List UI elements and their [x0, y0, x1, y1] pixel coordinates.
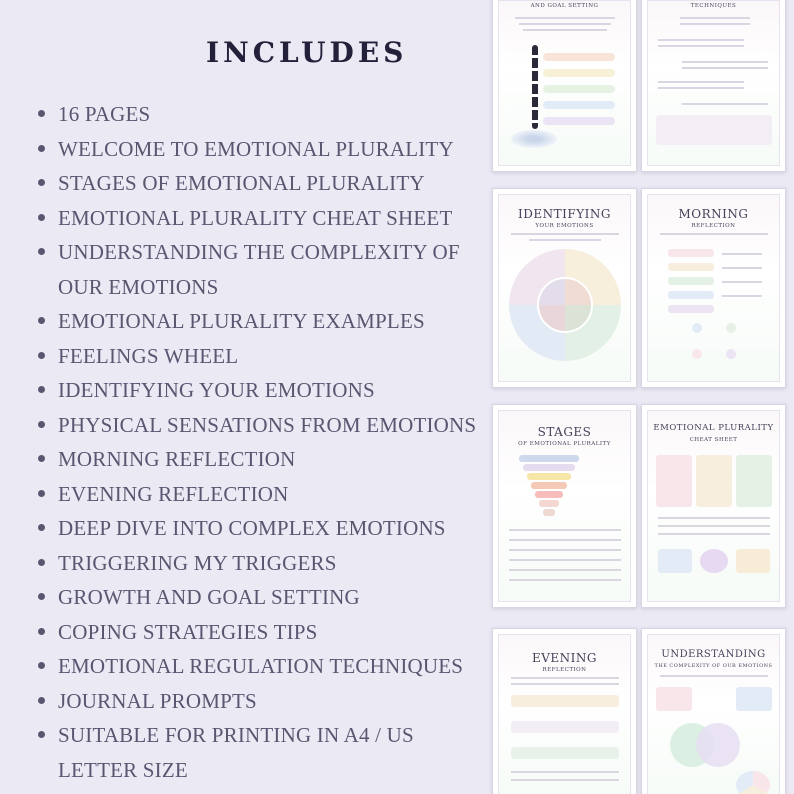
- list-item-continuation: OUR EMOTIONS: [58, 274, 219, 299]
- list-item: EVENING REFLECTION: [34, 477, 489, 512]
- goal-bar: [543, 117, 615, 125]
- text-line: [682, 103, 768, 105]
- text-line: [658, 517, 770, 519]
- text-line: [511, 771, 619, 773]
- reflection-box: [511, 695, 619, 707]
- text-line: [658, 45, 744, 47]
- list-item: 16 PAGES: [34, 97, 489, 132]
- list-item: FEELINGS WHEEL: [34, 339, 489, 374]
- text-line: [660, 675, 768, 677]
- thumbnail-title: UNDERSTANDING: [661, 649, 766, 660]
- thumbnail-evening: [492, 628, 637, 794]
- text-line: [509, 539, 621, 541]
- reflection-box: [511, 721, 619, 733]
- funnel-stage: [527, 473, 571, 480]
- thumbnail-title: EMOTIONAL PLURALITY: [653, 423, 774, 433]
- thumbnail-title: MORNING: [678, 207, 749, 221]
- thumbnail-subtitle: REFLECTION: [542, 667, 587, 673]
- list-item: TRIGGERING MY TRIGGERS: [34, 546, 489, 581]
- info-box: [736, 455, 772, 507]
- thumbnail-subtitle: TECHNIQUES: [690, 3, 737, 9]
- thumbnail-goal-setting: [492, 0, 637, 172]
- text-line: [509, 529, 621, 531]
- info-box: [656, 455, 692, 507]
- thumbnail-subtitle: CHEAT SHEET: [689, 437, 738, 443]
- text-line: [722, 267, 762, 269]
- text-line: [511, 779, 619, 781]
- thumbnail-stages: [492, 404, 637, 608]
- wheel-center: [537, 277, 593, 333]
- text-line: [660, 233, 768, 235]
- thumbnail-subtitle: AND GOAL SETTING: [530, 3, 599, 9]
- text-line: [519, 23, 611, 25]
- list-item: EMOTIONAL PLURALITY CHEAT SHEET: [34, 201, 489, 236]
- checklist-row: [668, 305, 714, 313]
- list-item: IDENTIFYING YOUR EMOTIONS: [34, 373, 489, 408]
- includes-list: [34, 97, 489, 787]
- list-item: EMOTIONAL REGULATION TECHNIQUES: [34, 649, 489, 684]
- goal-bar: [543, 53, 615, 61]
- text-line: [722, 295, 762, 297]
- list-item: PHYSICAL SENSATIONS FROM EMOTIONS: [34, 408, 489, 443]
- text-line: [658, 533, 770, 535]
- text-line: [511, 677, 619, 679]
- text-line: [682, 61, 768, 63]
- thumbnail-subtitle: OF EMOTIONAL PLURALITY: [518, 441, 611, 447]
- text-line: [722, 281, 762, 283]
- list-item: WELCOME TO EMOTIONAL PLURALITY: [34, 132, 489, 167]
- text-line: [658, 87, 744, 89]
- text-line: [509, 549, 621, 551]
- thumbnail-cheat-sheet: [641, 404, 786, 608]
- funnel-stage: [539, 500, 559, 507]
- checklist-row: [668, 291, 714, 299]
- includes-heading: INCLUDES: [206, 36, 408, 69]
- thumbnail-subtitle: YOUR EMOTIONS: [535, 223, 594, 229]
- mood-circle: [692, 349, 702, 359]
- list-item: STAGES OF EMOTIONAL PLURALITY: [34, 166, 489, 201]
- target-icon: [511, 130, 557, 148]
- text-line: [658, 81, 744, 83]
- text-line: [509, 569, 621, 571]
- text-line: [509, 559, 621, 561]
- list-item: EMOTIONAL PLURALITY EXAMPLES: [34, 304, 489, 339]
- list-item: UNDERSTANDING THE COMPLEXITY OF: [34, 235, 489, 270]
- checklist-row: [668, 277, 714, 285]
- goal-bar: [543, 69, 615, 77]
- venn-circle: [696, 723, 740, 767]
- text-line: [515, 17, 615, 19]
- funnel-stage: [531, 482, 567, 489]
- pencil-icon: [532, 45, 538, 129]
- mood-circle: [726, 349, 736, 359]
- thumbnail-morning: [641, 188, 786, 388]
- list-item: SUITABLE FOR PRINTING IN A4 / US: [34, 718, 489, 753]
- reflection-box: [511, 747, 619, 759]
- gauge-icon: [736, 771, 770, 794]
- text-line: [658, 525, 770, 527]
- text-line: [682, 67, 768, 69]
- info-box: [736, 687, 772, 711]
- goal-bar: [543, 101, 615, 109]
- funnel-stage: [543, 509, 555, 516]
- thumbnail-identifying: [492, 188, 637, 388]
- text-line: [511, 683, 619, 685]
- list-item: DEEP DIVE INTO COMPLEX EMOTIONS: [34, 511, 489, 546]
- goal-bar: [543, 85, 615, 93]
- list-item: COPING STRATEGIES TIPS: [34, 615, 489, 650]
- thumbnail-title: STAGES: [537, 425, 592, 439]
- list-item: MORNING REFLECTION: [34, 442, 489, 477]
- thumbnail-techniques: [641, 0, 786, 172]
- info-box: [656, 687, 692, 711]
- info-box: [656, 115, 772, 145]
- info-box: [736, 549, 770, 573]
- funnel-stage: [523, 464, 575, 471]
- text-line: [529, 239, 601, 241]
- thumbnail-subtitle: REFLECTION: [691, 223, 736, 229]
- text-line: [680, 23, 750, 25]
- list-item-continuation: LETTER SIZE: [58, 757, 188, 782]
- text-line: [509, 579, 621, 581]
- thumbnail-title: IDENTIFYING: [518, 207, 611, 221]
- thumbnail-title: EVENING: [531, 651, 597, 665]
- text-line: [523, 29, 607, 31]
- funnel-stage: [535, 491, 563, 498]
- text-line: [722, 253, 762, 255]
- funnel-stage: [519, 455, 579, 462]
- thumbnail-subtitle: THE COMPLEXITY OF OUR EMOTIONS: [654, 663, 773, 669]
- mood-circle: [726, 323, 736, 333]
- checklist-row: [668, 263, 714, 271]
- info-box: [696, 455, 732, 507]
- checklist-row: [668, 249, 714, 257]
- text-line: [680, 17, 750, 19]
- mood-circle: [692, 323, 702, 333]
- info-box: [658, 549, 692, 573]
- list-item: JOURNAL PROMPTS: [34, 684, 489, 719]
- text-line: [658, 39, 744, 41]
- list-item: GROWTH AND GOAL SETTING: [34, 580, 489, 615]
- thumbnail-understanding: [641, 628, 786, 794]
- text-line: [511, 233, 619, 235]
- brain-icon: [700, 549, 728, 573]
